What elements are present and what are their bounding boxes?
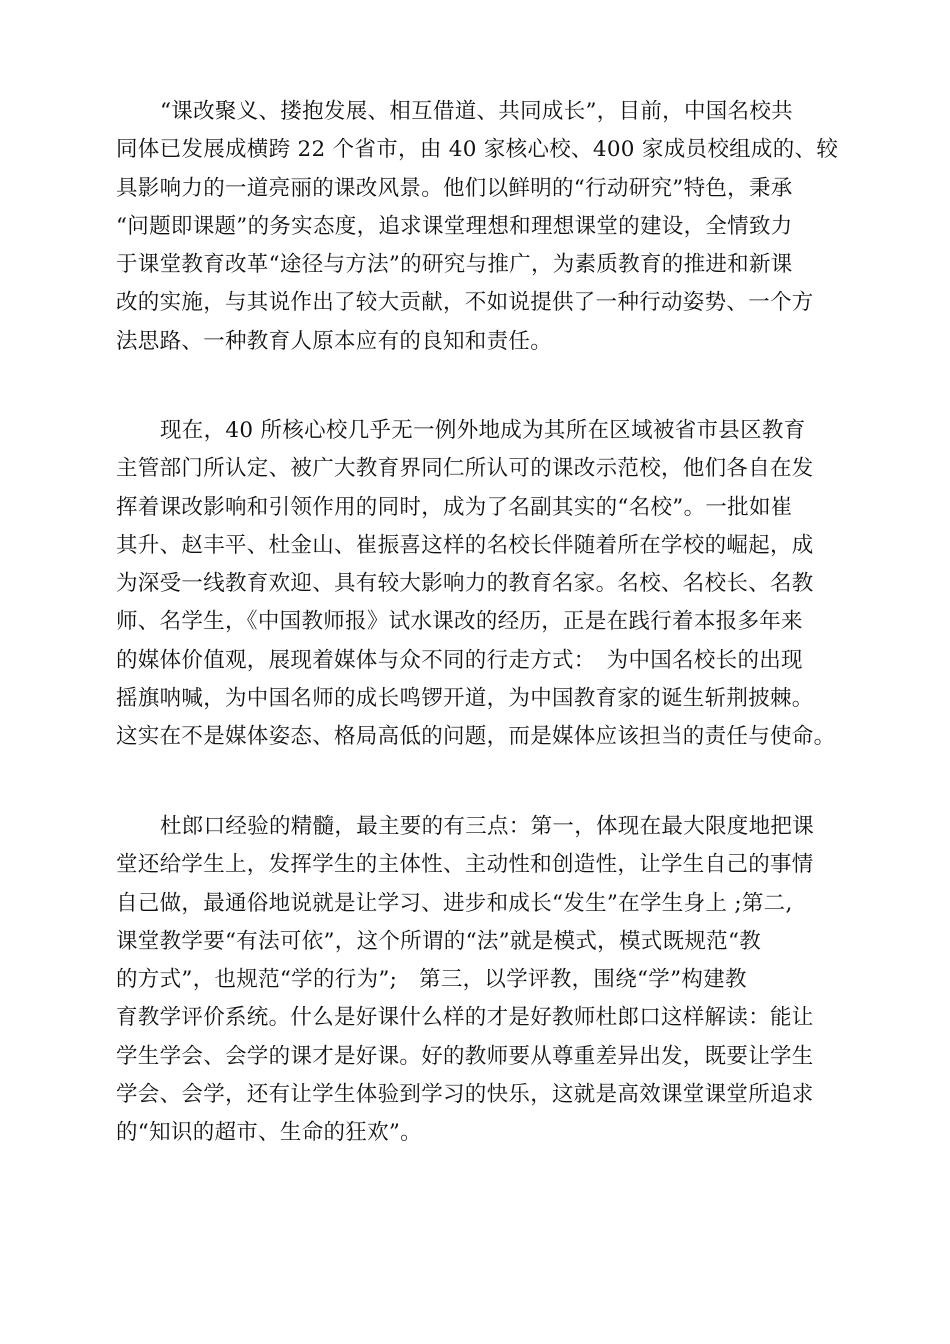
paragraph-line: 学生学会、会学的课才是好课。好的教师要从尊重差异出发，既要让学生 bbox=[116, 1043, 814, 1069]
paragraph-line: 课堂教学要“有法可依”，这个所谓的“法”就是模式，模式既规范“教 bbox=[116, 928, 762, 954]
paragraph-line: 的“知识的超市、生命的狂欢”。 bbox=[116, 1120, 422, 1146]
paragraph-line: 这实在不是媒体姿态、格局高低的问题，而是媒体应该担当的责任与使命。 bbox=[116, 724, 836, 750]
paragraph-line: 学会、会学，还有让学生体验到学习的快乐，这就是高效课堂课堂所追求 bbox=[116, 1082, 814, 1108]
paragraph-line: 主管部门所认定、被广大教育界同仁所认可的课改示范校，他们各自在发 bbox=[116, 456, 814, 482]
paragraph-line: “课改聚义、搂抱发展、相互借道、共同成长”，目前，中国名校共 bbox=[160, 99, 793, 124]
paragraph-line: 堂还给学生上，发挥学生的主体性、主动性和创造性，让学生自己的事情 bbox=[116, 852, 814, 878]
paragraph-1 bbox=[116, 93, 856, 361]
paragraph-line: 自己做，最通俗地说就是让学习、进步和成长“发生”在学生身上 ;第二, bbox=[116, 890, 793, 916]
paragraph-line: 于课堂教育改革“途径与方法”的研究与推广，为素质教育的推进和新课 bbox=[116, 252, 793, 278]
paragraph-line: 同体已发展成横跨 22 个省市，由 40 家核心校、400 家成员校组成的、较 bbox=[116, 137, 839, 163]
paragraph-line: 的方式”，也规范“学的行为”; 第三，以学评教，围绕“学”构建教 bbox=[116, 967, 747, 993]
paragraph-line: 摇旗呐喊，为中国名师的成长鸣锣开道，为中国教育家的诞生斩荆披棘。 bbox=[116, 686, 814, 712]
paragraph-line: 具影响力的一道亮丽的课改风景。他们以鲜明的“行动研究”特色，秉承 bbox=[116, 175, 793, 201]
paragraph-line: 改的实施，与其说作出了较大贡献，不如说提供了一种行动姿势、一个方 bbox=[116, 290, 814, 316]
paragraph-line: 法思路、一种教育人原本应有的良知和责任。 bbox=[116, 328, 553, 354]
paragraph-line: “问题即课题”的务实态度，追求课堂理想和理想课堂的建设，全情致力 bbox=[116, 213, 793, 239]
paragraph-line: 其升、赵丰平、杜金山、崔振喜这样的名校长伴随着所在学校的崛起，成 bbox=[116, 532, 814, 558]
paragraph-line: 杜郎口经验的精髓，最主要的有三点：第一，体现在最大限度地把课 bbox=[160, 814, 815, 839]
paragraph-line: 为深受一线教育欢迎、具有较大影响力的教育名家。名校、名校长、名教 bbox=[116, 571, 814, 597]
paragraph-line: 的媒体价值观，展现着媒体与众不同的行走方式： 为中国名校长的出现 bbox=[116, 647, 803, 673]
paragraph-3 bbox=[116, 808, 856, 1153]
paragraph-line: 挥着课改影响和引领作用的同时，成为了名副其实的“名校”。一批如崔 bbox=[116, 494, 793, 520]
paragraph-2 bbox=[116, 412, 856, 757]
paragraph-line: 师、名学生，《中国教师报》试水课改的经历，正是在践行着本报多年来 bbox=[116, 609, 803, 635]
paragraph-line: 现在，40 所核心校几乎无一例外地成为其所在区域被省市县区教育 bbox=[160, 418, 806, 443]
paragraph-line: 育教学评价系统。什么是好课什么样的才是好教师杜郎口这样解读：能让 bbox=[116, 1005, 814, 1031]
